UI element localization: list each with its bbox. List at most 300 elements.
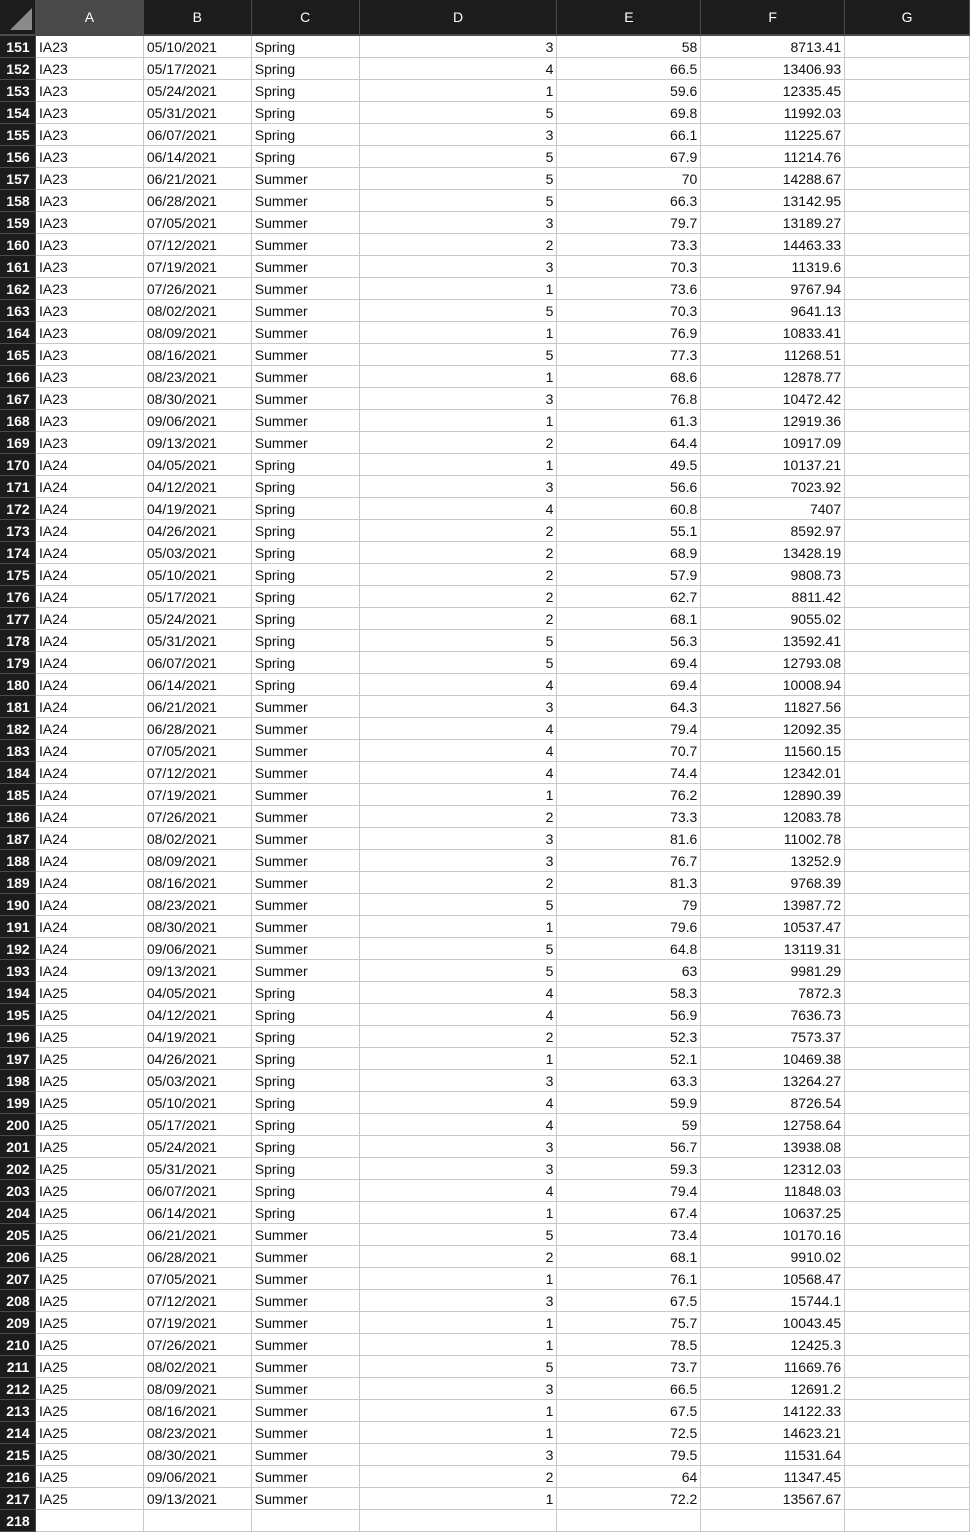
cell-e[interactable]: 70.7 [557, 740, 701, 762]
cell-f[interactable]: 13264.27 [701, 1070, 845, 1092]
row-header[interactable]: 177 [0, 608, 36, 630]
row-header[interactable]: 197 [0, 1048, 36, 1070]
cell-a[interactable]: IA25 [36, 1048, 144, 1070]
cell-b[interactable]: 08/02/2021 [144, 1356, 252, 1378]
cell-d[interactable]: 2 [360, 520, 558, 542]
cell-c[interactable]: Spring [252, 1114, 360, 1136]
cell-f[interactable]: 12758.64 [701, 1114, 845, 1136]
cell-b[interactable]: 05/24/2021 [144, 608, 252, 630]
row-header[interactable]: 153 [0, 80, 36, 102]
cell-a[interactable]: IA24 [36, 718, 144, 740]
row-header[interactable]: 180 [0, 674, 36, 696]
row-header[interactable]: 169 [0, 432, 36, 454]
cell-g[interactable] [845, 894, 970, 916]
cell-d[interactable]: 4 [360, 58, 558, 80]
cell-g[interactable] [845, 762, 970, 784]
cell-b[interactable]: 04/26/2021 [144, 1048, 252, 1070]
cell-f[interactable]: 10043.45 [701, 1312, 845, 1334]
cell-c[interactable] [252, 1510, 360, 1532]
cell-c[interactable]: Summer [252, 1466, 360, 1488]
cell-e[interactable]: 49.5 [557, 454, 701, 476]
row-header[interactable]: 199 [0, 1092, 36, 1114]
cell-b[interactable]: 05/10/2021 [144, 1092, 252, 1114]
cell-e[interactable]: 68.9 [557, 542, 701, 564]
cell-c[interactable]: Summer [252, 850, 360, 872]
cell-c[interactable]: Summer [252, 212, 360, 234]
cell-g[interactable] [845, 278, 970, 300]
cell-e[interactable]: 72.5 [557, 1422, 701, 1444]
cell-a[interactable]: IA24 [36, 740, 144, 762]
cell-b[interactable]: 07/26/2021 [144, 1334, 252, 1356]
cell-c[interactable]: Spring [252, 1180, 360, 1202]
cell-f[interactable]: 13592.41 [701, 630, 845, 652]
cell-c[interactable]: Summer [252, 1246, 360, 1268]
cell-e[interactable]: 68.1 [557, 1246, 701, 1268]
cell-b[interactable]: 07/05/2021 [144, 740, 252, 762]
cell-a[interactable]: IA25 [36, 982, 144, 1004]
cell-g[interactable] [845, 652, 970, 674]
cell-a[interactable]: IA24 [36, 520, 144, 542]
cell-c[interactable]: Spring [252, 498, 360, 520]
cell-b[interactable]: 06/21/2021 [144, 168, 252, 190]
cell-b[interactable]: 06/14/2021 [144, 674, 252, 696]
cell-f[interactable]: 11319.6 [701, 256, 845, 278]
cell-g[interactable] [845, 1444, 970, 1466]
cell-e[interactable]: 58 [557, 36, 701, 58]
cell-a[interactable]: IA25 [36, 1026, 144, 1048]
cell-b[interactable]: 04/26/2021 [144, 520, 252, 542]
cell-a[interactable]: IA23 [36, 190, 144, 212]
cell-e[interactable]: 75.7 [557, 1312, 701, 1334]
cell-c[interactable]: Summer [252, 762, 360, 784]
cell-g[interactable] [845, 1224, 970, 1246]
cell-e[interactable]: 73.3 [557, 806, 701, 828]
cell-c[interactable]: Summer [252, 388, 360, 410]
cell-f[interactable]: 13252.9 [701, 850, 845, 872]
cell-f[interactable]: 12342.01 [701, 762, 845, 784]
cell-c[interactable]: Spring [252, 542, 360, 564]
cell-a[interactable]: IA25 [36, 1356, 144, 1378]
cell-b[interactable]: 04/12/2021 [144, 476, 252, 498]
row-header[interactable]: 172 [0, 498, 36, 520]
cell-a[interactable]: IA24 [36, 586, 144, 608]
cell-f[interactable]: 11669.76 [701, 1356, 845, 1378]
cell-e[interactable]: 76.8 [557, 388, 701, 410]
cell-b[interactable]: 07/12/2021 [144, 1290, 252, 1312]
cell-c[interactable]: Summer [252, 784, 360, 806]
cell-c[interactable]: Summer [252, 322, 360, 344]
cell-c[interactable]: Summer [252, 960, 360, 982]
cell-c[interactable]: Spring [252, 1070, 360, 1092]
cell-g[interactable] [845, 850, 970, 872]
cell-g[interactable] [845, 1158, 970, 1180]
cell-d[interactable]: 2 [360, 564, 558, 586]
cell-f[interactable]: 10833.41 [701, 322, 845, 344]
cell-c[interactable]: Summer [252, 1488, 360, 1510]
cell-a[interactable]: IA25 [36, 1312, 144, 1334]
row-header[interactable]: 192 [0, 938, 36, 960]
cell-f[interactable]: 8726.54 [701, 1092, 845, 1114]
cell-d[interactable]: 5 [360, 1356, 558, 1378]
row-header[interactable]: 186 [0, 806, 36, 828]
cell-g[interactable] [845, 1334, 970, 1356]
row-header[interactable]: 196 [0, 1026, 36, 1048]
cell-f[interactable]: 9055.02 [701, 608, 845, 630]
row-header[interactable]: 164 [0, 322, 36, 344]
row-header[interactable]: 212 [0, 1378, 36, 1400]
row-header[interactable]: 151 [0, 36, 36, 58]
cell-c[interactable]: Summer [252, 432, 360, 454]
row-header[interactable]: 167 [0, 388, 36, 410]
cell-g[interactable] [845, 190, 970, 212]
cell-c[interactable]: Summer [252, 1400, 360, 1422]
cell-a[interactable]: IA25 [36, 1290, 144, 1312]
cell-a[interactable]: IA25 [36, 1400, 144, 1422]
cell-a[interactable]: IA25 [36, 1246, 144, 1268]
cell-b[interactable]: 05/03/2021 [144, 542, 252, 564]
cell-e[interactable]: 67.5 [557, 1290, 701, 1312]
cell-b[interactable]: 08/23/2021 [144, 1422, 252, 1444]
cell-c[interactable]: Spring [252, 564, 360, 586]
cell-a[interactable]: IA24 [36, 454, 144, 476]
cell-e[interactable]: 69.4 [557, 674, 701, 696]
cell-c[interactable]: Spring [252, 1202, 360, 1224]
row-header[interactable]: 203 [0, 1180, 36, 1202]
cell-a[interactable]: IA25 [36, 1444, 144, 1466]
cell-a[interactable]: IA23 [36, 410, 144, 432]
row-header[interactable]: 194 [0, 982, 36, 1004]
cell-b[interactable]: 09/13/2021 [144, 1488, 252, 1510]
cell-c[interactable]: Spring [252, 982, 360, 1004]
row-header[interactable]: 179 [0, 652, 36, 674]
cell-a[interactable]: IA23 [36, 388, 144, 410]
cell-b[interactable]: 08/09/2021 [144, 850, 252, 872]
row-header[interactable]: 183 [0, 740, 36, 762]
row-header[interactable]: 181 [0, 696, 36, 718]
row-header[interactable]: 217 [0, 1488, 36, 1510]
cell-d[interactable] [360, 1510, 558, 1532]
cell-e[interactable]: 70.3 [557, 300, 701, 322]
cell-g[interactable] [845, 1114, 970, 1136]
cell-d[interactable]: 2 [360, 1026, 558, 1048]
cell-a[interactable]: IA23 [36, 234, 144, 256]
cell-d[interactable]: 3 [360, 36, 558, 58]
cell-g[interactable] [845, 564, 970, 586]
cell-b[interactable]: 08/02/2021 [144, 300, 252, 322]
row-header[interactable]: 204 [0, 1202, 36, 1224]
cell-f[interactable]: 9910.02 [701, 1246, 845, 1268]
row-header[interactable]: 206 [0, 1246, 36, 1268]
cell-d[interactable]: 1 [360, 1202, 558, 1224]
cell-e[interactable]: 56.7 [557, 1136, 701, 1158]
cell-c[interactable]: Spring [252, 608, 360, 630]
cell-a[interactable]: IA25 [36, 1070, 144, 1092]
cell-f[interactable]: 10170.16 [701, 1224, 845, 1246]
cell-a[interactable]: IA23 [36, 432, 144, 454]
cell-c[interactable]: Spring [252, 146, 360, 168]
column-header-g[interactable]: G [845, 0, 970, 36]
cell-b[interactable]: 05/17/2021 [144, 58, 252, 80]
row-header[interactable]: 198 [0, 1070, 36, 1092]
row-header[interactable]: 170 [0, 454, 36, 476]
cell-b[interactable]: 05/24/2021 [144, 1136, 252, 1158]
cell-b[interactable]: 05/31/2021 [144, 1158, 252, 1180]
cell-f[interactable]: 9808.73 [701, 564, 845, 586]
cell-e[interactable]: 73.6 [557, 278, 701, 300]
row-header[interactable]: 201 [0, 1136, 36, 1158]
cell-b[interactable]: 08/09/2021 [144, 1378, 252, 1400]
row-header[interactable]: 218 [0, 1510, 36, 1532]
cell-d[interactable]: 5 [360, 102, 558, 124]
cell-g[interactable] [845, 1048, 970, 1070]
cell-e[interactable]: 76.9 [557, 322, 701, 344]
cell-f[interactable]: 12425.3 [701, 1334, 845, 1356]
cell-c[interactable]: Summer [252, 828, 360, 850]
cell-f[interactable]: 12083.78 [701, 806, 845, 828]
column-header-d[interactable]: D [360, 0, 558, 36]
cell-c[interactable]: Summer [252, 740, 360, 762]
cell-a[interactable]: IA23 [36, 80, 144, 102]
cell-c[interactable]: Spring [252, 520, 360, 542]
cell-c[interactable]: Summer [252, 1312, 360, 1334]
row-header[interactable]: 158 [0, 190, 36, 212]
cell-d[interactable]: 2 [360, 608, 558, 630]
cell-a[interactable]: IA23 [36, 300, 144, 322]
cell-f[interactable]: 9768.39 [701, 872, 845, 894]
cell-d[interactable]: 2 [360, 542, 558, 564]
cell-d[interactable]: 1 [360, 1268, 558, 1290]
cell-b[interactable]: 06/07/2021 [144, 124, 252, 146]
row-header[interactable]: 210 [0, 1334, 36, 1356]
cell-d[interactable]: 5 [360, 1224, 558, 1246]
cell-a[interactable]: IA24 [36, 564, 144, 586]
cell-e[interactable]: 64.8 [557, 938, 701, 960]
cell-f[interactable]: 14463.33 [701, 234, 845, 256]
cell-g[interactable] [845, 80, 970, 102]
cell-g[interactable] [845, 674, 970, 696]
cell-g[interactable] [845, 388, 970, 410]
cell-a[interactable]: IA24 [36, 652, 144, 674]
cell-c[interactable]: Summer [252, 256, 360, 278]
row-header[interactable]: 187 [0, 828, 36, 850]
cell-f[interactable]: 7407 [701, 498, 845, 520]
cell-a[interactable]: IA24 [36, 916, 144, 938]
cell-f[interactable]: 12919.36 [701, 410, 845, 432]
cell-f[interactable]: 10917.09 [701, 432, 845, 454]
cell-c[interactable]: Summer [252, 278, 360, 300]
cell-e[interactable]: 67.5 [557, 1400, 701, 1422]
cell-f[interactable] [701, 1510, 845, 1532]
cell-d[interactable]: 4 [360, 1180, 558, 1202]
cell-a[interactable]: IA25 [36, 1466, 144, 1488]
cell-a[interactable] [36, 1510, 144, 1532]
cell-d[interactable]: 5 [360, 190, 558, 212]
row-header[interactable]: 189 [0, 872, 36, 894]
cell-a[interactable]: IA24 [36, 542, 144, 564]
cell-f[interactable]: 12878.77 [701, 366, 845, 388]
cell-f[interactable]: 11002.78 [701, 828, 845, 850]
cell-c[interactable]: Spring [252, 630, 360, 652]
cell-d[interactable]: 5 [360, 652, 558, 674]
cell-e[interactable]: 59.9 [557, 1092, 701, 1114]
cell-b[interactable]: 05/31/2021 [144, 630, 252, 652]
cell-f[interactable]: 7023.92 [701, 476, 845, 498]
cell-e[interactable]: 63 [557, 960, 701, 982]
cell-d[interactable]: 2 [360, 1466, 558, 1488]
cell-b[interactable]: 06/07/2021 [144, 652, 252, 674]
cell-f[interactable]: 9641.13 [701, 300, 845, 322]
cell-d[interactable]: 2 [360, 432, 558, 454]
row-header[interactable]: 173 [0, 520, 36, 542]
cell-e[interactable]: 58.3 [557, 982, 701, 1004]
cell-b[interactable]: 07/19/2021 [144, 256, 252, 278]
cell-b[interactable]: 09/06/2021 [144, 410, 252, 432]
cell-g[interactable] [845, 454, 970, 476]
cell-g[interactable] [845, 740, 970, 762]
cell-g[interactable] [845, 1136, 970, 1158]
cell-b[interactable]: 07/05/2021 [144, 212, 252, 234]
cell-e[interactable]: 73.3 [557, 234, 701, 256]
row-header[interactable]: 178 [0, 630, 36, 652]
cell-g[interactable] [845, 234, 970, 256]
cell-g[interactable] [845, 696, 970, 718]
cell-a[interactable]: IA25 [36, 1158, 144, 1180]
cell-b[interactable]: 05/17/2021 [144, 1114, 252, 1136]
cell-a[interactable]: IA25 [36, 1136, 144, 1158]
cell-c[interactable]: Summer [252, 894, 360, 916]
cell-d[interactable]: 4 [360, 674, 558, 696]
cell-d[interactable]: 2 [360, 234, 558, 256]
cell-e[interactable]: 66.1 [557, 124, 701, 146]
cell-b[interactable]: 06/21/2021 [144, 696, 252, 718]
cell-d[interactable]: 1 [360, 1048, 558, 1070]
cell-g[interactable] [845, 36, 970, 58]
cell-e[interactable]: 59.6 [557, 80, 701, 102]
cell-f[interactable]: 11214.76 [701, 146, 845, 168]
row-header[interactable]: 152 [0, 58, 36, 80]
cell-d[interactable]: 4 [360, 1092, 558, 1114]
cell-c[interactable]: Spring [252, 102, 360, 124]
cell-a[interactable]: IA23 [36, 168, 144, 190]
cell-c[interactable]: Summer [252, 1422, 360, 1444]
cell-g[interactable] [845, 410, 970, 432]
cell-d[interactable]: 1 [360, 278, 558, 300]
cell-a[interactable]: IA24 [36, 608, 144, 630]
cell-e[interactable]: 63.3 [557, 1070, 701, 1092]
cell-a[interactable]: IA23 [36, 102, 144, 124]
cell-d[interactable]: 4 [360, 740, 558, 762]
row-header[interactable]: 182 [0, 718, 36, 740]
cell-g[interactable] [845, 476, 970, 498]
row-header[interactable]: 190 [0, 894, 36, 916]
cell-b[interactable]: 08/30/2021 [144, 1444, 252, 1466]
cell-c[interactable]: Summer [252, 344, 360, 366]
cell-f[interactable]: 13567.67 [701, 1488, 845, 1510]
select-all-corner[interactable] [0, 0, 36, 36]
row-header[interactable]: 205 [0, 1224, 36, 1246]
cell-g[interactable] [845, 916, 970, 938]
cell-b[interactable]: 07/05/2021 [144, 1268, 252, 1290]
cell-d[interactable]: 5 [360, 960, 558, 982]
cell-e[interactable]: 59.3 [557, 1158, 701, 1180]
row-header[interactable]: 191 [0, 916, 36, 938]
cell-g[interactable] [845, 806, 970, 828]
cell-b[interactable]: 07/19/2021 [144, 1312, 252, 1334]
cell-c[interactable]: Summer [252, 872, 360, 894]
cell-a[interactable]: IA25 [36, 1114, 144, 1136]
cell-b[interactable]: 08/09/2021 [144, 322, 252, 344]
cell-e[interactable]: 64 [557, 1466, 701, 1488]
cell-b[interactable]: 06/14/2021 [144, 1202, 252, 1224]
row-header[interactable]: 211 [0, 1356, 36, 1378]
cell-g[interactable] [845, 1312, 970, 1334]
cell-e[interactable]: 76.2 [557, 784, 701, 806]
cell-a[interactable]: IA23 [36, 366, 144, 388]
cell-g[interactable] [845, 1290, 970, 1312]
cell-c[interactable]: Summer [252, 300, 360, 322]
cell-e[interactable]: 76.1 [557, 1268, 701, 1290]
cell-a[interactable]: IA24 [36, 850, 144, 872]
cell-d[interactable]: 2 [360, 872, 558, 894]
cell-c[interactable]: Spring [252, 1158, 360, 1180]
cell-d[interactable]: 1 [360, 784, 558, 806]
cell-g[interactable] [845, 1202, 970, 1224]
cell-b[interactable]: 05/17/2021 [144, 586, 252, 608]
cell-b[interactable]: 08/30/2021 [144, 916, 252, 938]
cell-d[interactable]: 4 [360, 982, 558, 1004]
cell-e[interactable]: 68.1 [557, 608, 701, 630]
cell-e[interactable]: 73.7 [557, 1356, 701, 1378]
cell-a[interactable]: IA23 [36, 36, 144, 58]
cell-f[interactable]: 12335.45 [701, 80, 845, 102]
cell-b[interactable]: 04/05/2021 [144, 982, 252, 1004]
cell-b[interactable]: 07/12/2021 [144, 234, 252, 256]
cell-f[interactable]: 13428.19 [701, 542, 845, 564]
cell-a[interactable]: IA25 [36, 1180, 144, 1202]
cell-b[interactable]: 09/13/2021 [144, 432, 252, 454]
cell-c[interactable]: Summer [252, 1334, 360, 1356]
cell-g[interactable] [845, 520, 970, 542]
cell-a[interactable]: IA25 [36, 1488, 144, 1510]
cell-b[interactable] [144, 1510, 252, 1532]
cell-e[interactable]: 79.5 [557, 1444, 701, 1466]
cell-e[interactable]: 59 [557, 1114, 701, 1136]
cell-d[interactable]: 4 [360, 1114, 558, 1136]
cell-e[interactable]: 81.6 [557, 828, 701, 850]
cell-g[interactable] [845, 322, 970, 344]
cell-b[interactable]: 05/03/2021 [144, 1070, 252, 1092]
row-header[interactable]: 193 [0, 960, 36, 982]
cell-g[interactable] [845, 542, 970, 564]
row-header[interactable]: 215 [0, 1444, 36, 1466]
row-header[interactable]: 165 [0, 344, 36, 366]
cell-d[interactable]: 1 [360, 366, 558, 388]
cell-d[interactable]: 1 [360, 1334, 558, 1356]
cell-e[interactable]: 74.4 [557, 762, 701, 784]
cell-f[interactable]: 8713.41 [701, 36, 845, 58]
cell-f[interactable]: 8592.97 [701, 520, 845, 542]
cell-e[interactable]: 62.7 [557, 586, 701, 608]
cell-e[interactable]: 79.4 [557, 718, 701, 740]
cell-c[interactable]: Spring [252, 80, 360, 102]
cell-b[interactable]: 06/28/2021 [144, 1246, 252, 1268]
cell-b[interactable]: 08/23/2021 [144, 894, 252, 916]
column-header-c[interactable]: C [252, 0, 360, 36]
cell-e[interactable]: 52.3 [557, 1026, 701, 1048]
cell-a[interactable]: IA24 [36, 784, 144, 806]
cell-e[interactable]: 57.9 [557, 564, 701, 586]
cell-a[interactable]: IA23 [36, 58, 144, 80]
